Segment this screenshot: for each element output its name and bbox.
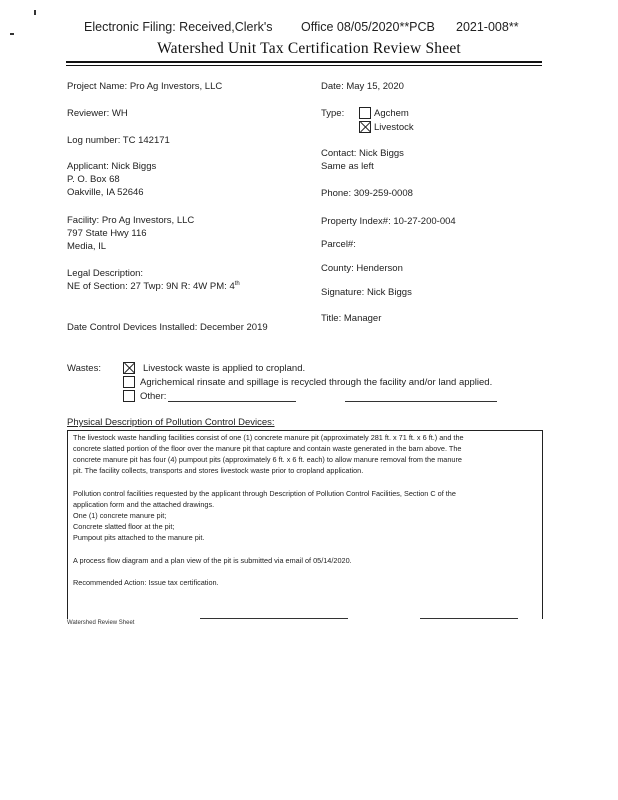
title-field: Title: Manager [321,313,382,324]
waste-livestock-label: Livestock waste is applied to cropland. [143,363,306,374]
description-line: pit. The facility collects, transports and stores livestock waste prior to cropland application. [73,466,364,475]
description-line: The livestock waste handling facilities consist of one (1) concrete manure pit (approximately 281 ft. x 71 ft. x 6 ft.) and the [73,433,464,442]
scan-mark [10,33,14,35]
docket-stamp: 2021-008** [456,20,519,34]
applicant-address-2: Oakville, IA 52646 [67,187,144,198]
physical-description-box [67,430,543,619]
signature-line-left [200,618,348,619]
description-line: application form and the attached drawings. [73,500,215,509]
description-line: concrete slatted portion of the floor over the manure pit that capture and contain waste generated in the barn above. The [73,444,462,453]
waste-agrichemical-label: Agrichemical rinsate and spillage is recycled through the facility and/or land applied. [140,377,493,388]
wastes-label: Wastes: [67,363,101,374]
facility: Facility: Pro Ag Investors, LLC [67,215,195,226]
description-line: Concrete slatted floor at the pit; [73,522,175,531]
county: County: Henderson [321,263,403,274]
project-name: Project Name: Pro Ag Investors, LLC [67,81,223,92]
signature-line-right [420,618,518,619]
date: Date: May 15, 2020 [321,81,404,92]
waste-livestock-checkbox[interactable] [123,362,135,374]
scan-mark [34,10,36,15]
physical-heading: Physical Description of Pollution Control Devices: [67,417,275,428]
office-stamp: Office 08/05/2020**PCB [301,20,435,34]
legal-description-sup: th [234,281,240,287]
facility-address-1: 797 State Hwy 116 [67,228,147,239]
other-underline [168,401,296,402]
phone: Phone: 309-259-0008 [321,188,413,199]
description-line: Pumpout pits attached to the manure pit. [73,533,205,542]
contact: Contact: Nick Biggs [321,148,404,159]
description-line: One (1) concrete manure pit; [73,511,167,520]
legal-description-label: Legal Description: [67,268,144,279]
description-line: concrete manure pit has four (4) pumpout pits (approximately 6 ft. x 6 ft. each) to allow manure removal from the manure [73,455,462,464]
property-index: Property Index#: 10-27-200-004 [321,216,456,227]
signature: Signature: Nick Biggs [321,287,412,298]
page-title: Watershed Unit Tax Certification Review Sheet [157,40,461,57]
type-agchem-checkbox[interactable] [359,107,371,119]
title-rule [66,61,542,63]
description-line: Recommended Action: Issue tax certification. [73,578,219,587]
legal-description [67,281,240,292]
log-number: Log number: TC 142171 [67,135,170,146]
description-line: A process flow diagram and a plan view of the pit is submitted via email of 05/14/2020. [73,556,352,565]
reviewer: Reviewer: WH [67,108,128,119]
parcel: Parcel#: [321,239,356,250]
title-rule-thin [66,65,542,66]
filing-stamp: Electronic Filing: Received,Clerk's [84,20,273,34]
description-line: Pollution control facilities requested by the applicant through Description of Pollution Control Facilities, Section C of the [73,489,456,498]
applicant-address-1: P. O. Box 68 [67,174,120,185]
contact-same: Same as left [321,161,374,172]
type-label: Type: [321,108,345,119]
other-underline-2 [345,401,497,402]
date-installed: Date Control Devices Installed: December 2019 [67,322,268,333]
waste-agrichemical-checkbox[interactable] [123,376,135,388]
type-livestock-checkbox[interactable] [359,121,371,133]
legal-description-value: NE of Section: 27 Twp: 9N R: 4W PM: 4 [67,281,235,293]
type-agchem-label: Agchem [374,108,409,119]
waste-other-label: Other: [140,391,167,402]
applicant: Applicant: Nick Biggs [67,161,157,172]
waste-other-checkbox[interactable] [123,390,135,402]
type-livestock-label: Livestock [374,122,414,133]
facility-address-2: Media, IL [67,241,107,252]
footer-label: Watershed Review Sheet [67,620,135,626]
